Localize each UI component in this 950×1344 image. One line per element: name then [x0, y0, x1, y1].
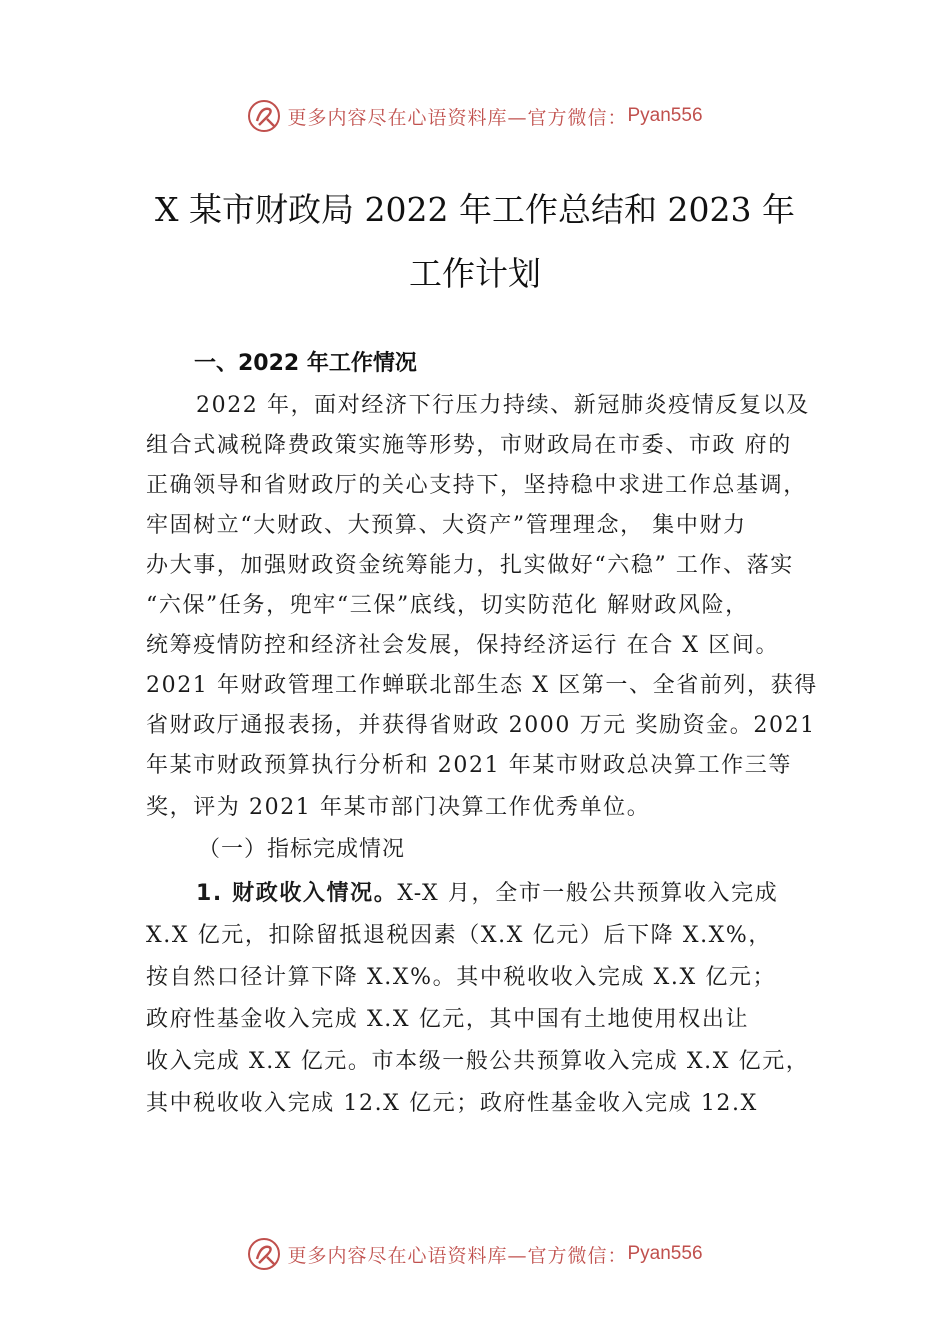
document-title-line-2: 工作计划 [409, 254, 541, 293]
watermark-header [0, 96, 950, 136]
paragraph-line: 奖，评为 2021 年某市部门决算工作优秀单位。 [146, 795, 651, 820]
watermark-text: 更多内容尽在心语资料库—官方微信： [287, 106, 628, 129]
watermark-text: 更多内容尽在心语资料库—官方微信： [287, 1244, 628, 1267]
watermark-wechat-id: Pyan556 [627, 105, 703, 126]
paragraph-line: 2022 年，面对经济下行压力持续、新冠肺炎疫情反复以及 [196, 393, 810, 418]
paragraph-line: 组合式减税降费政策实施等形势，市财政局在市委、市政 府的 [146, 433, 792, 458]
paragraph-line: 办大事，加强财政资金统筹能力，扎实做好“六稳” 工作、落实 [146, 553, 794, 578]
paragraph-line: 省财政厅通报表扬，并获得省财政 2000 万元 奖励资金。2021 [146, 713, 816, 738]
paragraph-line: 2021 年财政管理工作蝉联北部生态 X 区第一、全省前列，获得 [146, 673, 818, 698]
paragraph-line: 按自然口径计算下降 X.X%。其中税收收入完成 X.X 亿元； [146, 965, 777, 990]
brand-logo-icon [247, 99, 281, 133]
watermark-footer [0, 1234, 950, 1274]
item-1-lead: 1. 财政收入情况。 [196, 881, 398, 906]
item-1-text: X-X 月，全市一般公共预算收入完成 [397, 881, 779, 906]
item-1-first-line [196, 874, 778, 914]
paragraph-line: “六保”任务，兜牢“三保”底线，切实防范化 解财政风险， [146, 593, 749, 618]
document-title-line-1: X 某市财政局 2022 年工作总结和 2023 年 [155, 190, 795, 229]
paragraph-line: 收入完成 X.X 亿元。市本级一般公共预算收入完成 X.X 亿元， [146, 1049, 810, 1074]
paragraph-line: 统筹疫情防控和经济社会发展，保持经济运行 在合 X 区间。 [146, 633, 780, 658]
subsection-heading: （一）指标完成情况 [198, 837, 406, 862]
watermark-wechat-id: Pyan556 [627, 1243, 703, 1264]
paragraph-line: 年某市财政预算执行分析和 2021 年某市财政总决算工作三等 [146, 753, 792, 778]
paragraph-line: 牢固树立“大财政、大预算、大资产”管理理念， 集中财力 [146, 513, 747, 538]
paragraph-line: X.X 亿元，扣除留抵退税因素（X.X 亿元）后下降 X.X%， [146, 923, 773, 948]
paragraph-line: 政府性基金收入完成 X.X 亿元，其中国有土地使用权出让 [146, 1007, 750, 1032]
paragraph-line: 其中税收收入完成 12.X 亿元；政府性基金收入完成 12.X [146, 1091, 758, 1116]
brand-logo-icon [247, 1237, 281, 1271]
paragraph-line: 正确领导和省财政厅的关心支持下，坚持稳中求进工作总基调， [146, 473, 807, 498]
section-heading: 一、2022 年工作情况 [194, 351, 417, 376]
